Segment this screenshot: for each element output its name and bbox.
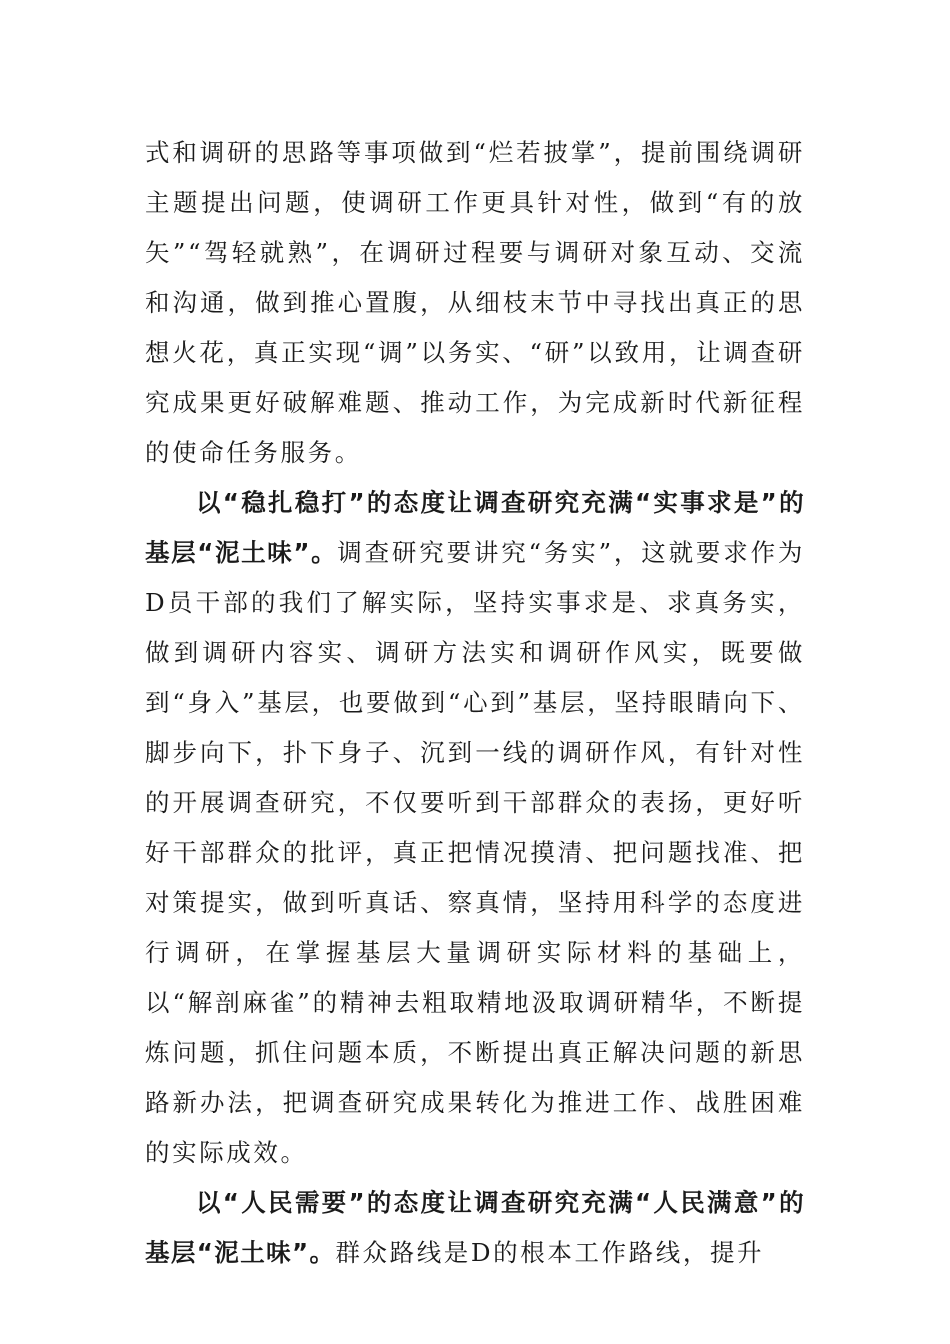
paragraph-text: 调查研究要讲究“务实”，这就要求作为D员干部的我们了解实际，坚持实事求是、求真务实，做到调研内容实、调研方法实和调研作风实，既要做到“身入”基层，也要做到“心到”基层，坚持眼睛向下、脚步向下，扑下身子、沉到一线的调研作风，有针对性的开展调查研究，不仅要听到干部群众的表扬，更好听好干部群众的批评，真正把情况摸清、把问题找准、把对策提实，做到听真话、察真情，坚持用科学的态度进行调研，在掌握基层大量调研实际材料的基础上，以“解剖麻雀”的精神去粗取精地汲取调研精华，不断提炼问题，抓住问题本质，不断提出真正解决问题的新思路新办法，把调查研究成果转化为推进工作、战胜困难的实际成效。 — [145, 538, 805, 1167]
paragraph-lead-heading: 以“人民需要”的态度让调查研究充满“人民满意”的基层“泥土味”。 — [145, 1188, 805, 1267]
paragraph-down-to-earth — [145, 478, 805, 1178]
paragraph-lead-heading: 以“稳扎稳打”的态度让调查研究充满“实事求是”的基层“泥土味”。 — [145, 488, 805, 567]
paragraph-people-needs — [145, 1178, 805, 1278]
paragraph-continuation — [145, 128, 805, 478]
paragraph-text: 群众路线是D的根本工作路线，提升 — [335, 1238, 765, 1267]
document-page — [145, 128, 805, 1278]
paragraph-text: 式和调研的思路等事项做到“烂若披掌”，提前围绕调研主题提出问题，使调研工作更具针对性，做到“有的放矢”“驾轻就熟”，在调研过程要与调研对象互动、交流和沟通，做到推心置腹，从细枝末节中寻找出真正的思想火花，真正实现“调”以务实、“研”以致用，让调查研究成果更好破解难题、推动工作，为完成新时代新征程的使命任务服务。 — [145, 138, 805, 467]
